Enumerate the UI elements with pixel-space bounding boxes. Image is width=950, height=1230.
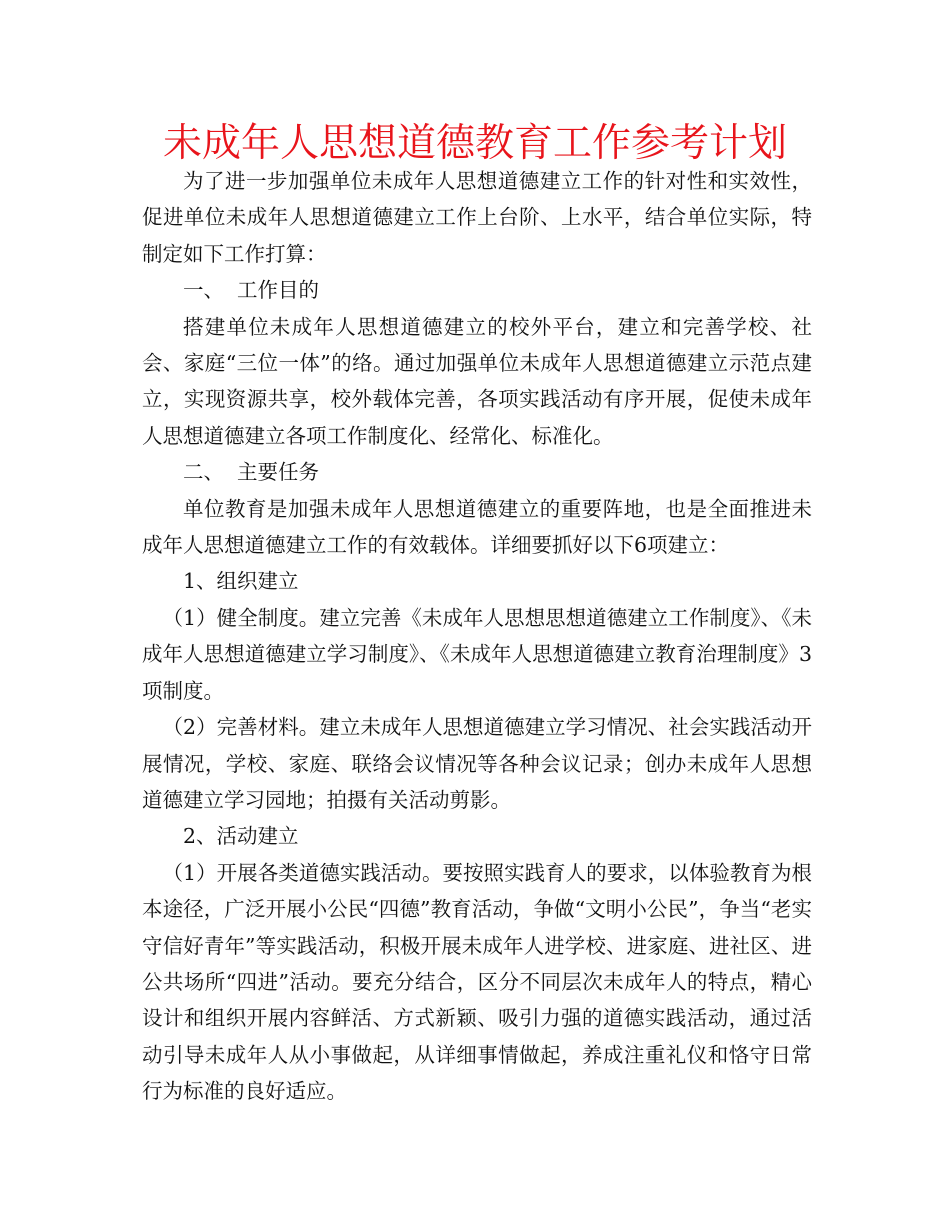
organization-item-1: （1）健全制度。建立完善《未成年人思想思想道德建立工作制度》、《未成年人思想道德建立学习制度》、《未成年人思想道德建立教育治理制度》3项制度。 <box>142 605 812 703</box>
subsection-heading-activity: 2、活动建立 <box>183 824 299 849</box>
section-heading-goal: 一、 工作目的 <box>183 278 320 303</box>
intro-paragraph: 为了进一步加强单位未成年人思想道德建立工作的针对性和实效性，促进单位未成年人思想道德建立工作上台阶、上水平，结合单位实际，特制定如下工作打算： <box>142 169 812 266</box>
organization-item-2: （2）完善材料。建立未成年人思想道德建立学习情况、社会实践活动开展情况，学校、家庭、联络会议情况等各种会议记录；创办未成年人思想道德建立学习园地；拍摄有关活动剪影。 <box>142 715 812 812</box>
document-title: 未成年人思想道德教育工作参考计划 <box>162 121 787 166</box>
document-body <box>142 163 812 1110</box>
goal-paragraph: 搭建单位未成年人思想道德建立的校外平台，建立和完善学校、社会、家庭“三位一体”的络。通过加强单位未成年人思想道德建立示范点建立，实现资源共享，校外载体完善，各项实践活动有序开展，促使未成年人思想道德建立各项工作制度化、经常化、标准化。 <box>142 314 812 448</box>
section-heading-tasks: 二、 主要任务 <box>183 460 320 485</box>
subsection-heading-organization: 1、组织建立 <box>183 569 299 594</box>
tasks-paragraph: 单位教育是加强未成年人思想道德建立的重要阵地，也是全面推进未成年人思想道德建立工作的有效载体。详细要抓好以下6项建立： <box>142 496 812 558</box>
activity-item-1: （1）开展各类道德实践活动。要按照实践育人的要求，以体验教育为根本途径，广泛开展小公民“四德”教育活动，争做“文明小公民”，争当“老实守信好青年”等实践活动，积极开展未成年人进学校、进家庭、进社区、进公共场所“四进”活动。要充分结合，区分不同层次未成年人的特点，精心设计和组织开展内容鲜活、方式新颖、吸引力强的道德实践活动，通过活动引导未成年人从小事做起，从详细事情做起，养成注重礼仪和恪守日常行为标准的良好适应。 <box>142 860 812 1104</box>
